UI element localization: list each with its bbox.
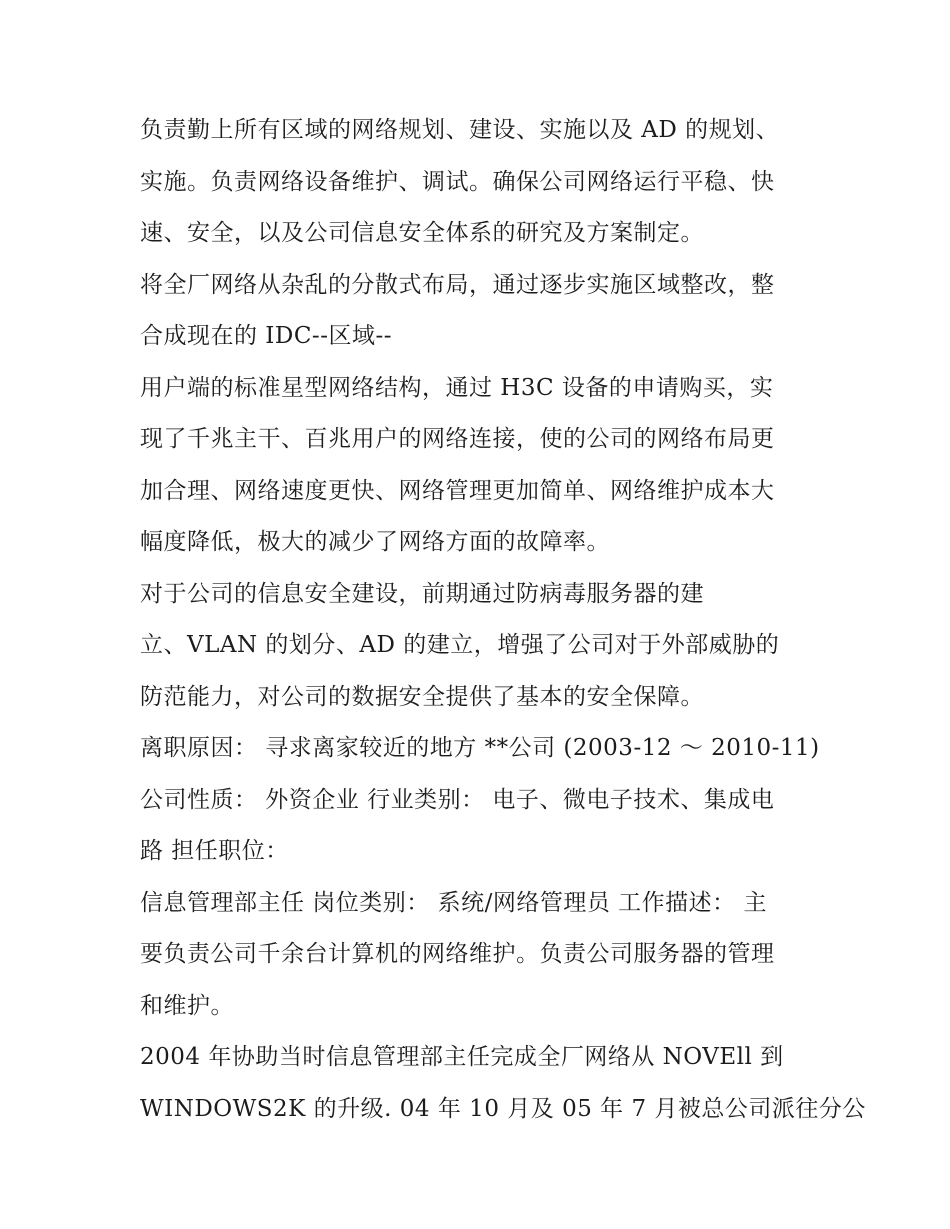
text-line: 对于公司的信息安全建设，前期通过防病毒服务器的建 (140, 580, 704, 607)
text-line: 离职原因： 寻求离家较近的地方 **公司 (2003-12 ～ 2010-11) (140, 735, 820, 761)
text-line: 将全厂网络从杂乱的分散式布局，通过逐步实施区域整改，整 (140, 271, 775, 298)
text-line: 信息管理部主任 岗位类别： 系统/网络管理员 工作描述： 主 (140, 889, 767, 916)
text-line: 合成现在的 IDC--区域-- (140, 323, 393, 349)
text-line: 速、安全，以及公司信息安全体系的研究及方案制定。 (140, 220, 704, 246)
text-line: 路 担任职位： (140, 838, 289, 864)
text-line: 和维护。 (140, 992, 234, 1019)
text-line: 加合理、网络速度更快、网络管理更加简单、网络维护成本大 (140, 477, 775, 504)
text-line: WINDOWS2K 的升级. 04 年 10 月及 05 年 7 月被总公司派往分公 (140, 1095, 866, 1122)
text-line: 公司性质： 外资企业 行业类别： 电子、微电子技术、集成电 (140, 786, 775, 813)
text-line: 2004 年协助当时信息管理部主任完成全厂网络从 NOVEll 到 (140, 1044, 784, 1070)
text-line: 幅度降低，极大的减少了网络方面的故障率。 (140, 529, 610, 555)
text-line: 用户端的标准星型网络结构，通过 H3C 设备的申请购买，实 (140, 374, 774, 401)
text-line: 要负责公司千余台计算机的网络维护。负责公司服务器的管理 (140, 941, 775, 967)
text-line: 现了千兆主干、百兆用户的网络连接，使的公司的网络布局更 (140, 426, 775, 452)
text-line: 防范能力，对公司的数据安全提供了基本的安全保障。 (140, 683, 704, 710)
document-body (140, 105, 866, 1135)
text-line: 立、VLAN 的划分、AD 的建立，增强了公司对于外部威胁的 (140, 632, 780, 658)
text-line: 负责勤上所有区域的网络规划、建设、实施以及 AD 的规划、 (140, 117, 780, 143)
text-line: 实施。负责网络设备维护、调试。确保公司网络运行平稳、快 (140, 168, 775, 195)
